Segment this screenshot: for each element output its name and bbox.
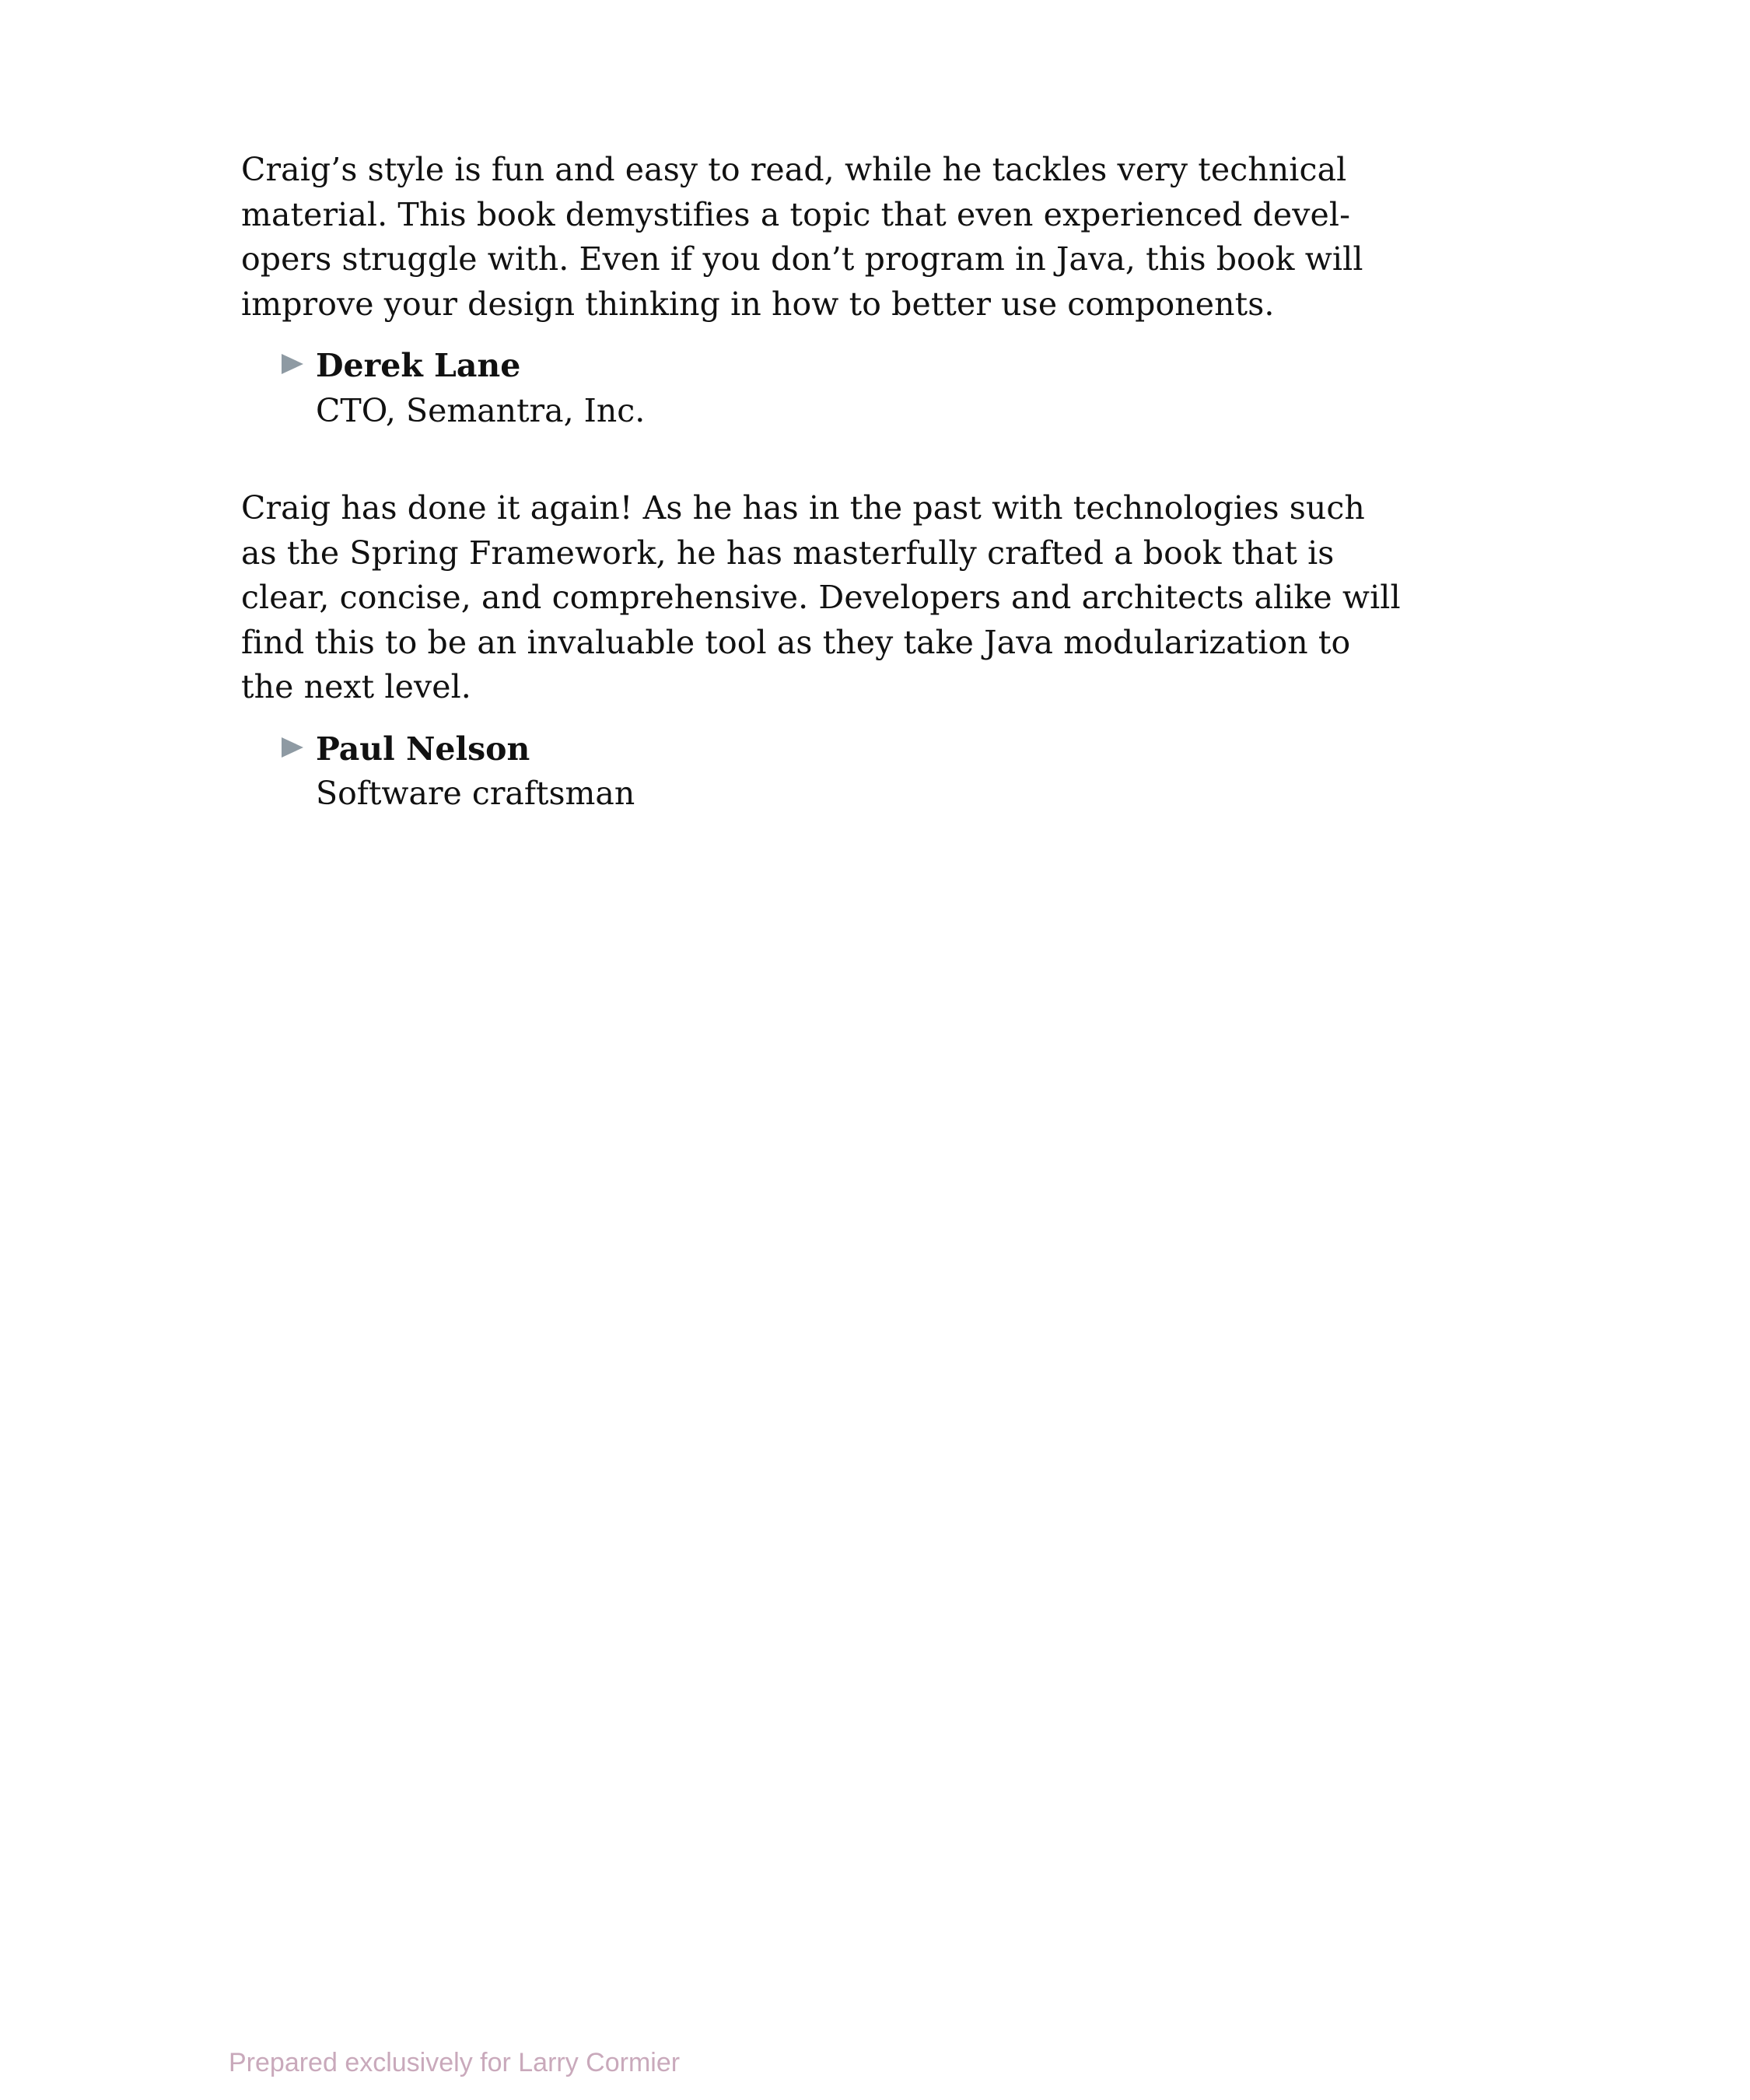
quote-line: the next level.: [241, 668, 471, 705]
footer-watermark: Prepared exclusively for Larry Cormier: [229, 2048, 681, 2077]
quote-line: clear, concise, and comprehensive. Developers and architects alike will: [241, 579, 1401, 616]
author-name: Derek Lane: [316, 347, 521, 384]
arrow-right-icon: [282, 737, 303, 758]
quote-line: improve your design thinking in how to better use components.: [241, 285, 1275, 323]
testimonial-attribution: [241, 727, 1377, 817]
author-title: CTO, Semantra, Inc.: [316, 391, 646, 429]
quote-line: material. This book demystifies a topic that even experienced devel-: [241, 195, 1351, 233]
quote-line: opers struggle with. Even if you don’t program in Java, this book will: [241, 240, 1363, 278]
testimonial-quote: [241, 148, 1377, 327]
arrow-right-icon: [282, 354, 303, 374]
quote-line: find this to be an invaluable tool as they take Java modularization to: [241, 623, 1351, 661]
testimonial-quote: [241, 486, 1401, 710]
testimonial: [241, 486, 1401, 817]
author-name: Paul Nelson: [316, 730, 530, 768]
quote-line: Craig has done it again! As he has in the past with technologies such: [241, 489, 1365, 527]
quote-line: Craig’s style is fun and easy to read, while he tackles very technical: [241, 151, 1347, 188]
page-content: [241, 148, 1401, 817]
author-title: Software craftsman: [316, 775, 635, 812]
testimonial-attribution: [241, 344, 1377, 433]
testimonial: [241, 148, 1377, 433]
quote-line: as the Spring Framework, he has masterfully crafted a book that is: [241, 534, 1335, 572]
